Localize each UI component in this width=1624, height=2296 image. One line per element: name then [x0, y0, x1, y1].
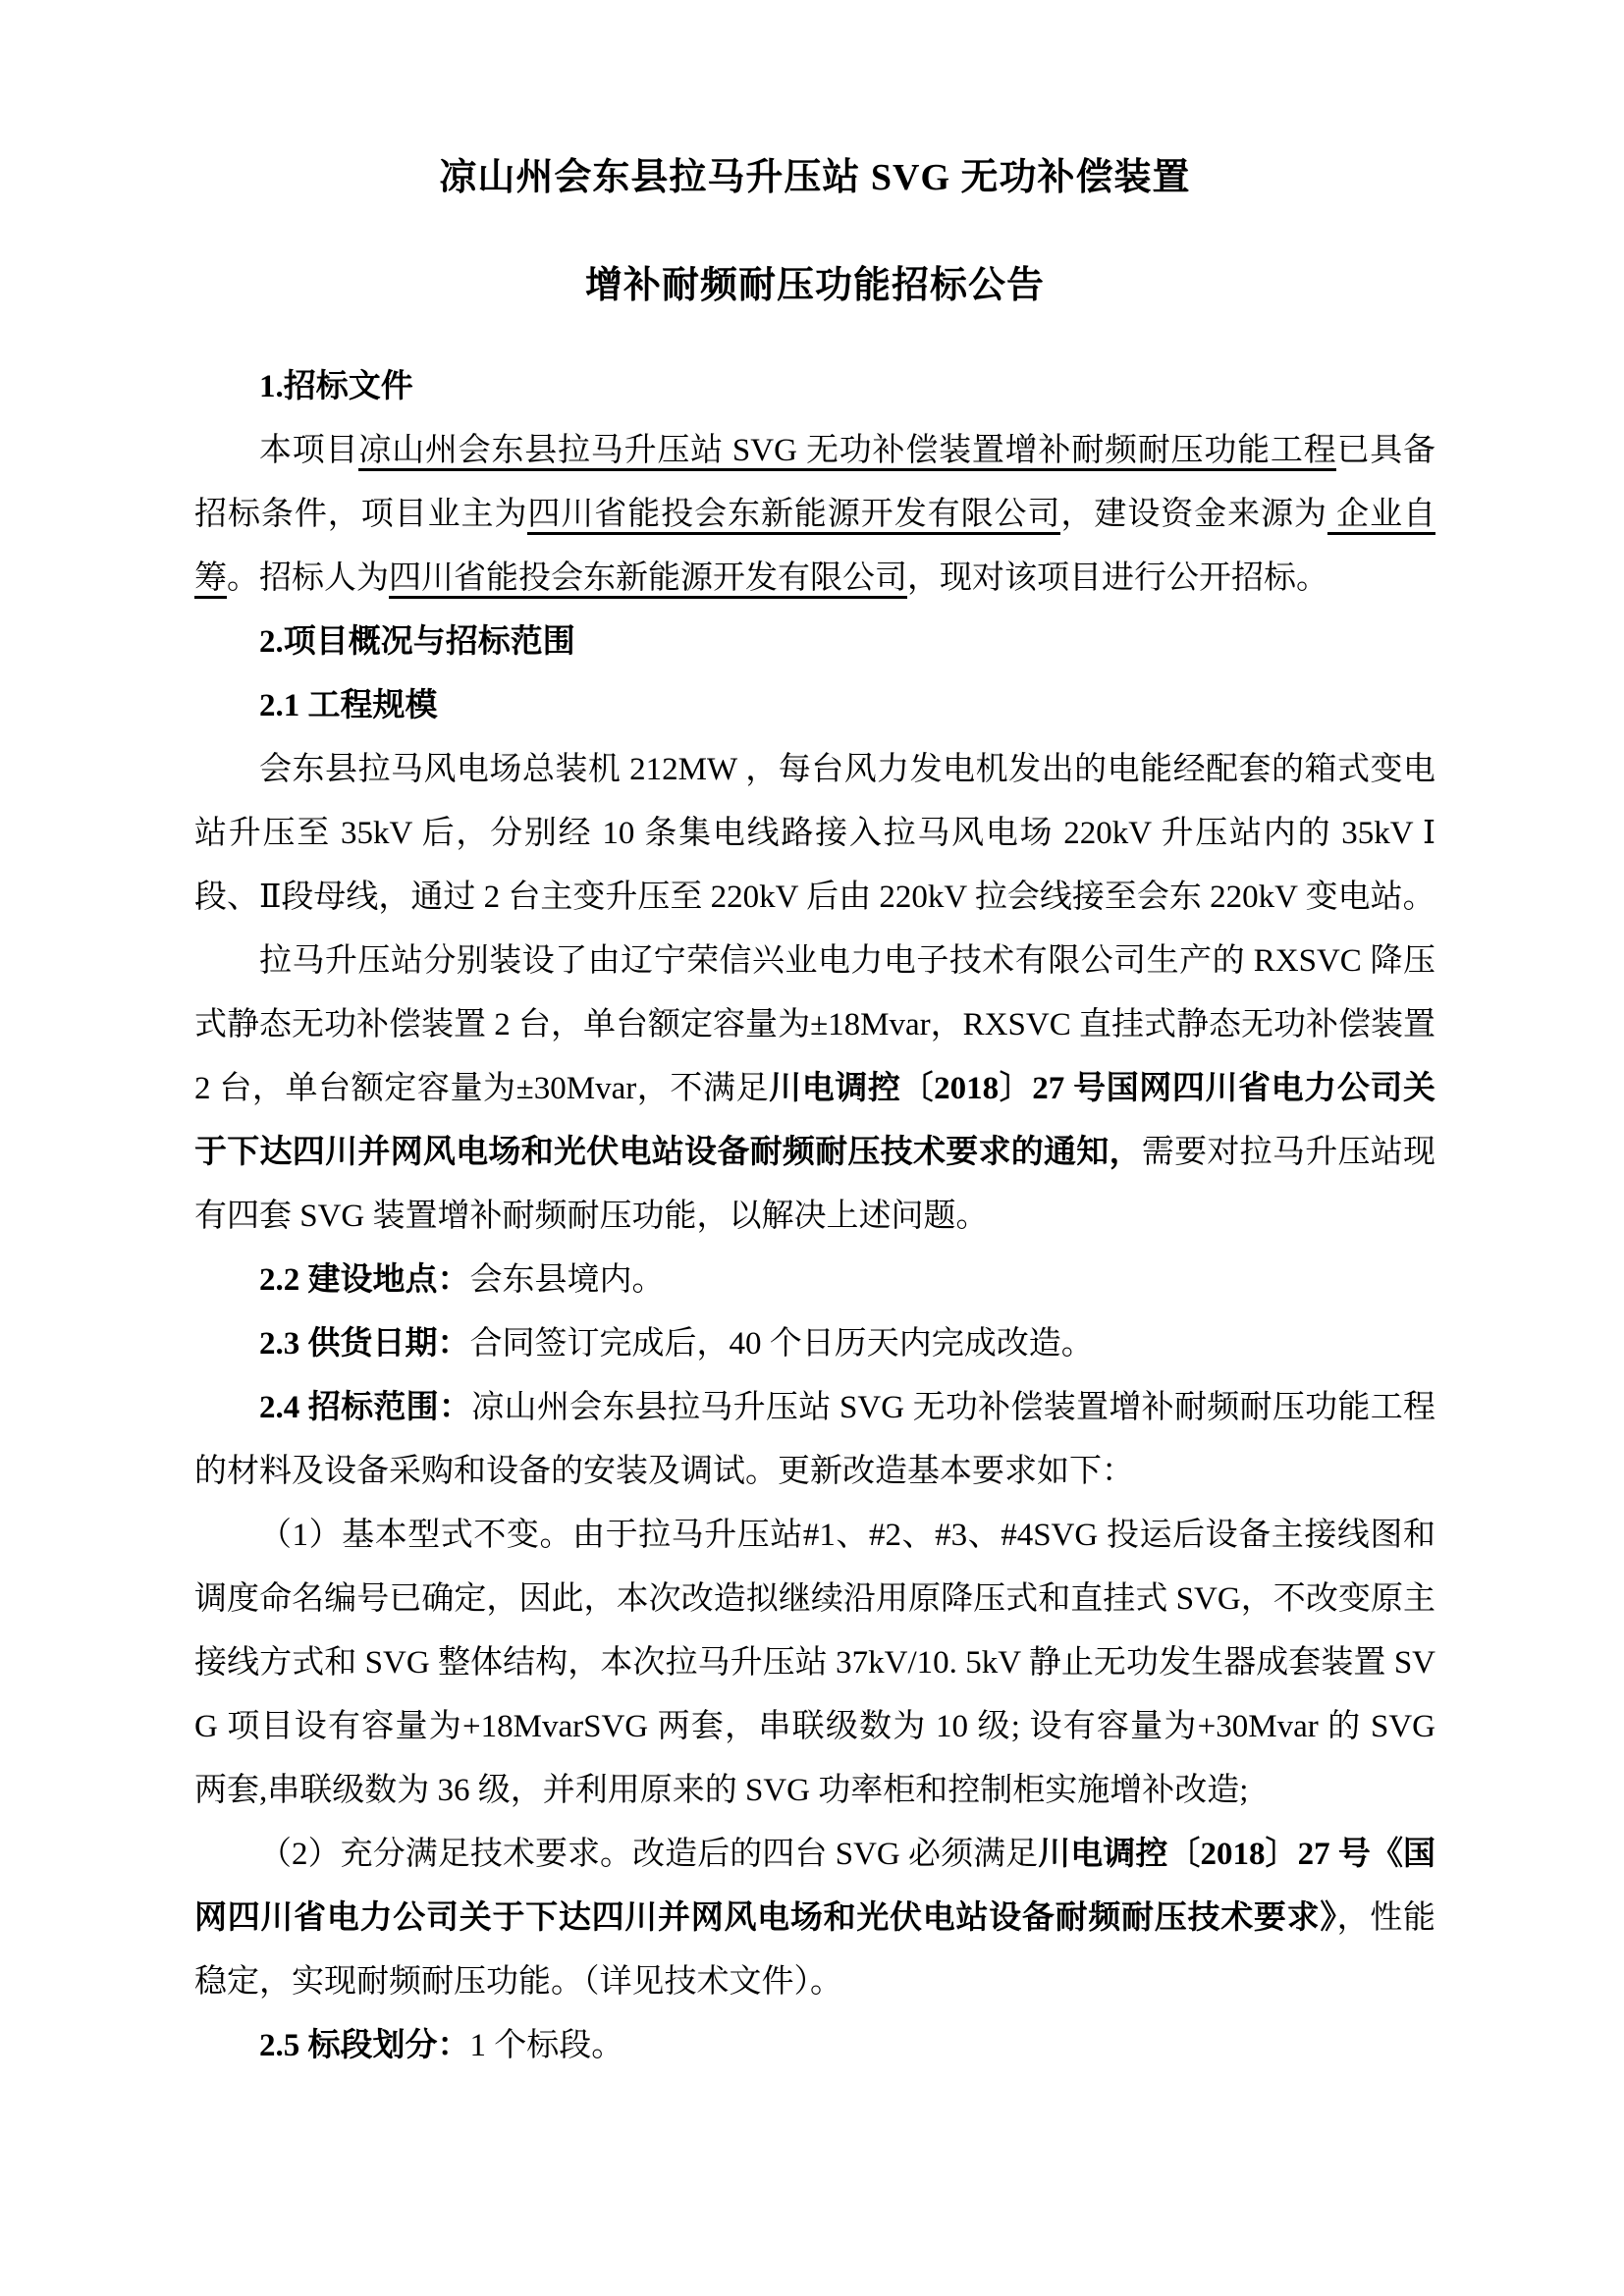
underlined-tenderer-name: 四川省能投会东新能源开发有限公司 — [389, 561, 907, 599]
underlined-project-name: 凉山州会东县拉马升压站 SVG 无功补偿装置增补耐频耐压功能工程 — [358, 433, 1336, 471]
text-run: 1 个标段。 — [469, 2028, 624, 2063]
paragraph-2-5-lot-division — [194, 2014, 1435, 2078]
bold-regulation-notice: 川电调控〔2018〕27 号国网四川省电力公司关于下达四川并网风电场和光伏电站设备耐频耐压技术要求的通知， — [194, 1071, 1436, 1170]
paragraph-project-intro — [194, 419, 1435, 611]
section-heading-2-1: 2.1 工程规模 — [259, 688, 438, 723]
text-run: 。招标人为 — [227, 561, 389, 596]
text-run: 凉山州会东县拉马升压站 SVG 无功补偿装置增补耐频耐压功能工程的材料及设备采购和设备的安装及调试。更新改造基本要求如下： — [194, 1390, 1435, 1489]
paragraph-2-3-delivery-date — [194, 1312, 1435, 1376]
label-2-4: 2.4 招标范围： — [259, 1390, 472, 1425]
text-run: （2）充分满足技术要求。改造后的四台 SVG 必须满足 — [259, 1837, 1039, 1872]
bold-regulation-document: 川电调控〔2018〕27 号《国网四川省电力公司关于下达四川并网风电场和光伏电站设备耐频耐压技术要求》 — [194, 1837, 1435, 1936]
text-run: 需要对拉马升压站现有四套 SVG 装置增补耐频耐压功能，以解决上述问题。 — [194, 1135, 1436, 1234]
underlined-funding-source: 企业自筹 — [194, 497, 1435, 599]
document-title-line-2: 增补耐频耐压功能招标公告 — [584, 265, 1045, 306]
paragraph-svc-devices — [194, 930, 1435, 1249]
document-title-line-1: 凉山州会东县拉马升压站 SVG 无功补偿装置 — [439, 157, 1191, 198]
label-2-3: 2.3 供货日期： — [259, 1326, 470, 1362]
label-2-2: 2.2 建设地点： — [259, 1262, 470, 1298]
document-content — [194, 0, 1435, 2078]
text-run: ，建设资金来源为 — [1060, 497, 1327, 532]
paragraph-wind-farm-scale — [194, 738, 1435, 930]
text-run: 拉马升压站分别装设了由辽宁荣信兴业电力电子技术有限公司生产的 RXSVC 降压式静态无功补偿装置 2 台，单台额定容量为±18Mvar，RXSVC 直挂式静态无功补偿装置 2 台，单台额定容量为±30Mvar，不满足 — [194, 943, 1435, 1106]
label-2-5: 2.5 标段划分： — [259, 2028, 470, 2063]
text-run: 会东县拉马风电场总装机 212MW ，每台风力发电机发出的电能经配套的箱式变电站升压至 35kV 后，分别经 10 条集电线路接入拉马风电场 220kV 升压站内的 35kV Ⅰ段、Ⅱ段母线，通过 2 台主变升压至 220kV 后由 220kV 拉会线接至会东 220kV 变电站。 — [194, 752, 1435, 915]
text-run: 会东县境内。 — [469, 1262, 665, 1298]
paragraph-requirement-1 — [194, 1504, 1435, 1823]
section-heading-1: 1.招标文件 — [259, 369, 413, 404]
text-run: （1）基本型式不变。由于拉马升压站#1、#2、#3、#4SVG 投运后设备主接线图和调度命名编号已确定，因此，本次改造拟继续沿用原降压式和直挂式 SVG，不改变原主接线方式和 SVG 整体结构，本次拉马升压站 37kV/10. 5kV 静止无功发生器成套装置 SVG 项目设有容量为+18MvarSVG 两套，串联级数为 10 级; 设有容量为+30Mvar 的 SVG 两套,串联级数为 36 级，并利用原来的 SVG 功率柜和控制柜实施增补改造; — [194, 1518, 1435, 1808]
text-run: ，现对该项目进行公开招标。 — [907, 561, 1328, 596]
underlined-owner-name: 四川省能投会东新能源开发有限公司 — [527, 497, 1060, 535]
text-run: ，性能稳定，实现耐频耐压功能。（详见技术文件）。 — [194, 1900, 1436, 2000]
text-run: 已具备招标条件，项目业主为 — [194, 433, 1435, 532]
text-run: 本项目 — [259, 433, 359, 468]
paragraph-requirement-2 — [194, 1823, 1435, 2014]
paragraph-2-2-location — [194, 1249, 1435, 1312]
text-run: 合同签订完成后，40 个日历天内完成改造。 — [469, 1326, 1094, 1362]
paragraph-2-4-bidding-scope — [194, 1376, 1435, 1504]
section-heading-2: 2.项目概况与招标范围 — [259, 624, 575, 660]
